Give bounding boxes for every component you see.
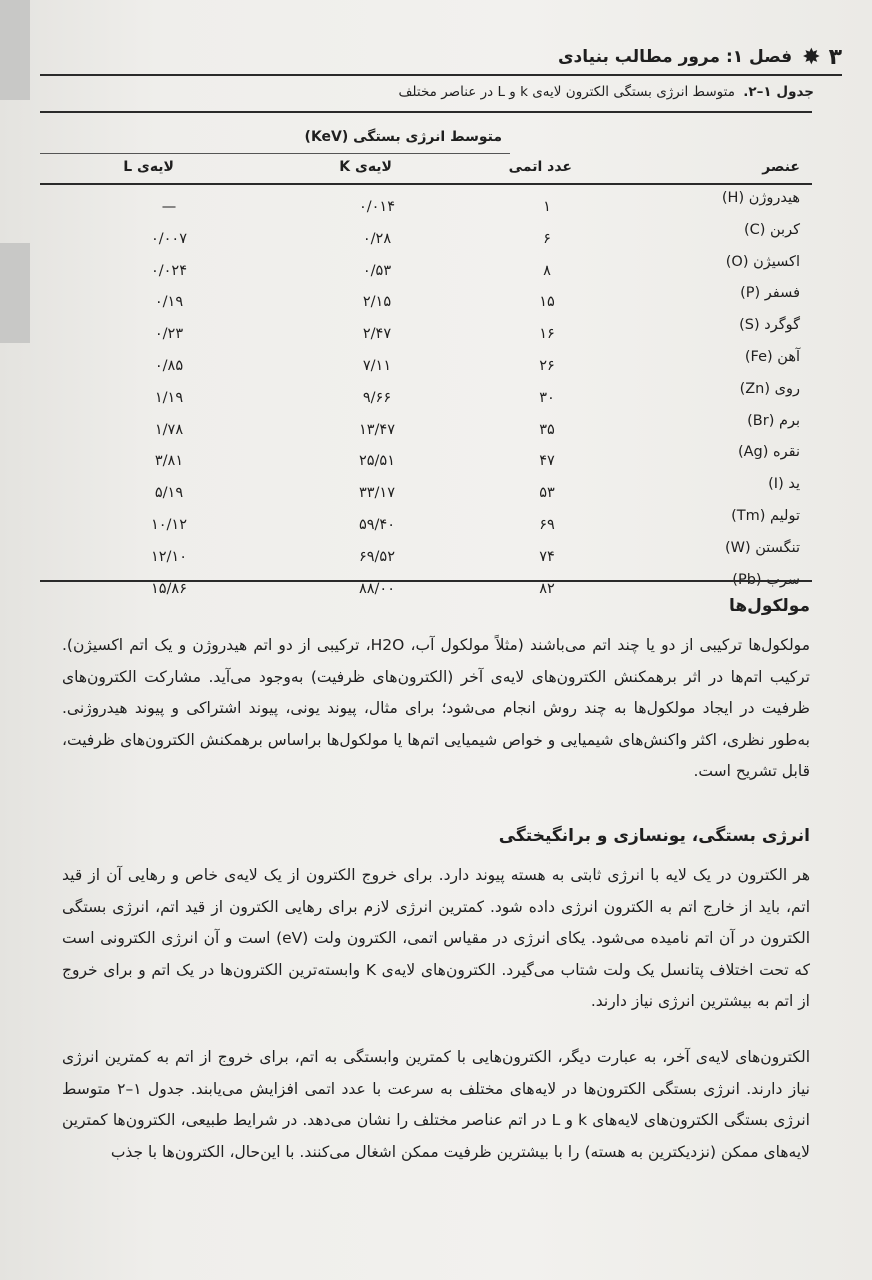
k-shell-cell: ۶۹/۵۲ <box>358 548 396 565</box>
table-caption <box>34 84 814 100</box>
l-shell-cell: ۱۵/۸۶ <box>150 580 188 597</box>
k-shell-cell: ۰/۰۱۴ <box>358 199 396 215</box>
l-shell-cell: ۱۰/۱۲ <box>150 516 188 533</box>
atomic-number-cell: ۲۶ <box>539 357 555 374</box>
atomic-number-cell: ۵۳ <box>539 485 555 502</box>
k-shell-cell: ۱۳/۴۷ <box>358 421 396 438</box>
atomic-number-cell: ۴۷ <box>539 453 555 470</box>
element-cell: فسفر (P) <box>740 285 800 302</box>
l-shell-cell: ۵/۱۹ <box>154 485 184 502</box>
page-edge-tab <box>0 0 30 100</box>
table-row <box>40 439 812 471</box>
table-group-rule <box>40 153 510 154</box>
k-shell-cell: ۰/۲۸ <box>362 230 392 247</box>
atomic-number-cell: ۸۲ <box>539 580 555 597</box>
table-row <box>40 535 812 567</box>
table-row <box>40 312 812 344</box>
table-row <box>40 344 812 376</box>
k-shell-cell: ۸۸/۰۰ <box>358 580 396 597</box>
l-shell-cell: — <box>161 199 177 215</box>
table-body <box>40 185 812 598</box>
atomic-number-cell: ۸ <box>543 262 551 279</box>
atomic-number-cell: ۱ <box>543 199 551 215</box>
atomic-number-cell: ۶ <box>543 230 551 247</box>
k-shell-cell: ۲۵/۵۱ <box>358 453 396 470</box>
element-cell: نقره (Ag) <box>737 444 800 461</box>
l-shell-cell: ۰/۲۳ <box>154 326 184 343</box>
element-cell: کربن (C) <box>743 221 800 238</box>
section-title-molecules: مولکول‌ها <box>728 596 810 616</box>
element-cell: ید (I) <box>768 476 800 493</box>
atomic-number-cell: ۷۴ <box>539 548 555 565</box>
star-ornament-icon: ✸ <box>802 44 821 70</box>
atomic-number-cell: ۳۵ <box>539 421 555 438</box>
element-cell: اکسیژن (O) <box>725 253 800 270</box>
k-shell-cell: ۷/۱۱ <box>362 357 392 374</box>
paragraph-binding-energy-2: الکترون‌های لایه‌ی آخر، به عبارت دیگر، الکترون‌هایی با کمترین وابستگی به اتم، برای خروج از اتم به کمترین انرژی نیاز دارند. انرژی بستگی الکترون‌ها در لایه‌های مختلف به سرعت با عدد اتمی افزایش می‌یابند. جدول ۱–۲ متوسط انرژی بستگی الکترون‌های لایه‌های k و L در اتم عناصر مختلف را نشان می‌دهد. در شرایط طبیعی، الکترون‌ها کمترین لایه‌های ممکن (نزدیکترین به هسته) را با بیشترین ظرفیت ممکن اشغال می‌کنند. با این‌حال، الکترون‌ها با جذب <box>62 1048 810 1161</box>
element-cell: گوگرد (S) <box>739 317 800 334</box>
k-shell-cell: ۹/۶۶ <box>362 389 392 406</box>
k-shell-cell: ۲/۱۵ <box>362 294 392 311</box>
table-row <box>40 185 812 217</box>
table-row <box>40 471 812 503</box>
column-header-atomic-number: عدد اتمی <box>508 159 572 175</box>
atomic-number-cell: ۶۹ <box>539 516 555 533</box>
chapter-title: فصل ۱: مرور مطالب بنیادی <box>557 47 793 67</box>
atomic-number-cell: ۱۵ <box>539 294 555 311</box>
section-title-binding-energy: انرژی بستگی، یونسازی و برانگیختگی <box>498 826 810 846</box>
table-caption-text: متوسط انرژی بستگی الکترون لایه‌ی k و L در عناصر مختلف <box>398 84 735 100</box>
table-group-header: متوسط انرژی بستگی (KeV) <box>304 129 502 145</box>
table-row <box>40 217 812 249</box>
table-caption-label: جدول ۱–۲. <box>743 84 814 100</box>
l-shell-cell: ۰/۰۰۷ <box>150 230 188 247</box>
column-header-k-shell: لایه‌ی K <box>339 159 392 175</box>
element-cell: برم (Br) <box>747 412 800 429</box>
k-shell-cell: ۵۹/۴۰ <box>358 516 396 533</box>
table-row <box>40 408 812 440</box>
table-row <box>40 280 812 312</box>
binding-energy-table <box>40 111 812 597</box>
page-edge-tab <box>0 243 30 343</box>
element-cell: هیدروژن (H) <box>721 190 800 206</box>
column-header-l-shell: لایه‌ی L <box>123 159 174 175</box>
element-cell: تنگستن (W) <box>724 539 800 556</box>
table-bottom-rule <box>40 580 812 582</box>
k-shell-cell: ۲/۴۷ <box>362 326 392 343</box>
element-cell: آهن (Fe) <box>744 348 800 365</box>
l-shell-cell: ۰/۰۲۴ <box>150 262 188 279</box>
column-header-element: عنصر <box>762 159 800 175</box>
table-row <box>40 376 812 408</box>
running-header <box>40 40 842 76</box>
page-number: ۳ <box>828 44 842 70</box>
element-cell: سرب (Pb) <box>732 571 800 588</box>
l-shell-cell: ۰/۱۹ <box>154 294 184 311</box>
paragraph-binding-energy-1: هر الکترون در یک لایه با انرژی ثابتی به هسته پیوند دارد. برای خروج الکترون از یک لایه‌ی خاص و رهایی آن از قید اتم، باید از خارج اتم به الکترون انرژی داده شود. کمترین انرژی لازم برای رهایی الکترون از قید اتم، انرژی بستگی الکترون در آن اتم نامیده می‌شود. یکای انرژی در مقیاس اتمی، الکترون ولت (eV) است و آن انرژی الکترونی است که تحت اختلاف پتانسل یک ولت شتاب می‌گیرد. الکترون‌های لایه‌ی K وابسته‌ترین الکترون‌ها در یک اتم و برای خروج از اتم به بیشترین انرژی نیاز دارند. <box>62 866 810 1010</box>
table-row <box>40 503 812 535</box>
atomic-number-cell: ۱۶ <box>539 326 555 343</box>
l-shell-cell: ۱/۱۹ <box>154 389 184 406</box>
l-shell-cell: ۰/۸۵ <box>154 357 184 374</box>
k-shell-cell: ۳۳/۱۷ <box>358 485 396 502</box>
paragraph-molecules: مولکول‌ها ترکیبی از دو یا چند اتم می‌باشند (مثلاً مولکول آب، H2O، ترکیبی از دو اتم هیدروژن و یک اتم اکسیژن). ترکیب اتم‌ها در اثر برهمکنش الکترون‌های لایه‌ی آخر (الکترون‌های ظرفیت) به‌وجود می‌آید. مشارکت الکترون‌های ظرفیت در ایجاد مولکول‌ها به چند روش انجام می‌شود؛ برای مثال، پیوند یونی، پیوند اشتراکی و پیوند هیدروژنی. به‌طور نظری، اکثر واکنش‌های شیمیایی و خواص شیمیایی اتم‌ها یا مولکول‌ها براساس برهمکنش الکترون‌های ظرفیت، قابل تشریح است. <box>62 636 810 780</box>
element-cell: روی (Zn) <box>739 380 800 397</box>
atomic-number-cell: ۳۰ <box>539 389 555 406</box>
table-row <box>40 567 812 599</box>
table-row <box>40 249 812 281</box>
l-shell-cell: ۱/۷۸ <box>154 421 184 438</box>
l-shell-cell: ۱۲/۱۰ <box>150 548 188 565</box>
k-shell-cell: ۰/۵۳ <box>362 262 392 279</box>
element-cell: تولیم (Tm) <box>731 507 800 524</box>
l-shell-cell: ۳/۸۱ <box>154 453 184 470</box>
